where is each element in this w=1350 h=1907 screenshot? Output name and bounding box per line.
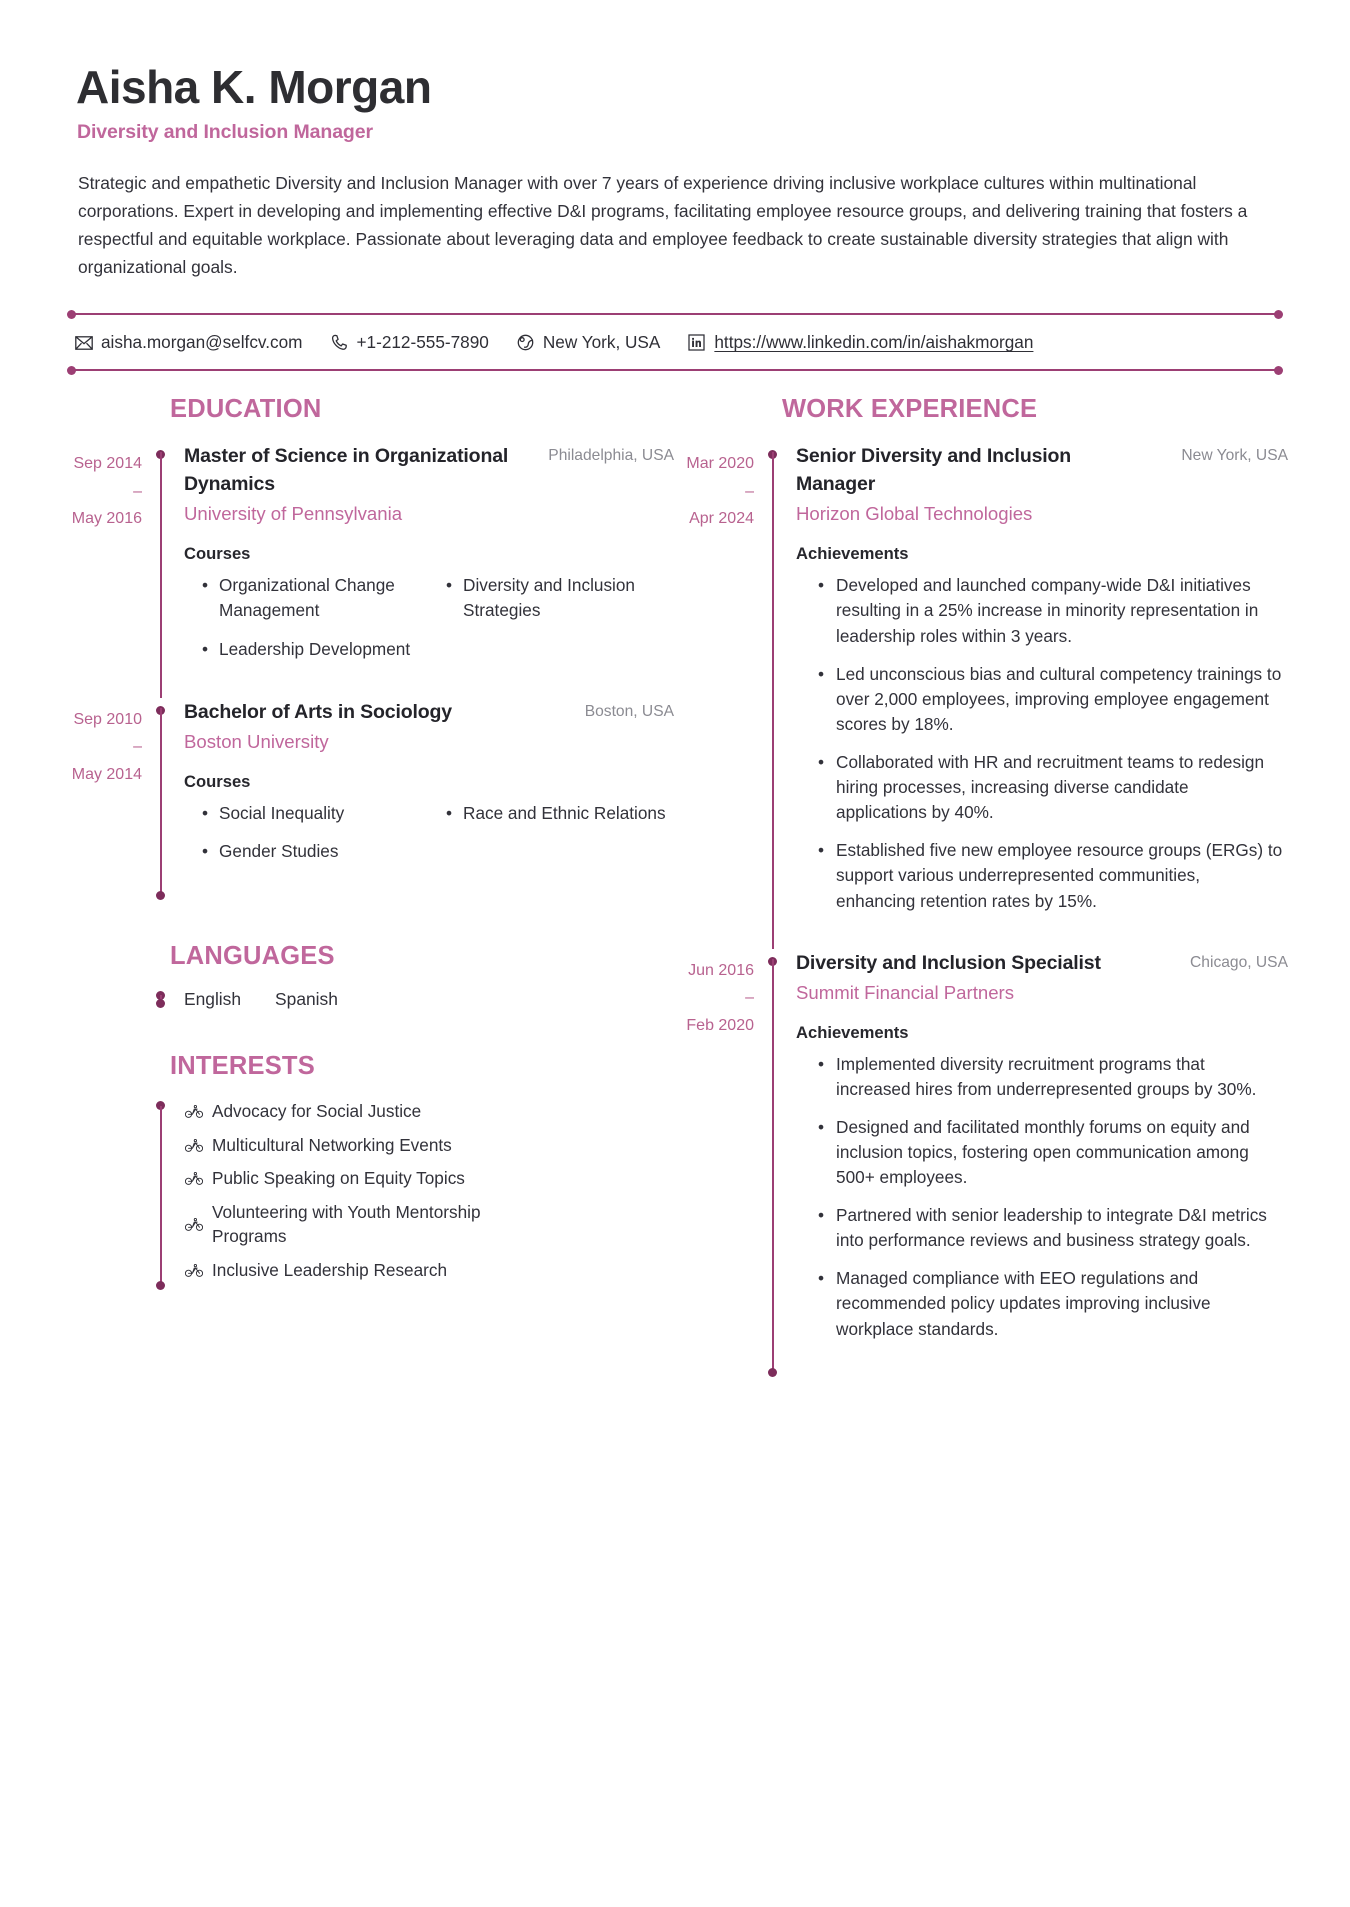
achievement-text: Designed and facilitated monthly forums on equity and inclusion topics, fostering open communication among 500+ employees. [836,1116,1250,1188]
bullet-icon: • [446,575,453,596]
bullet-icon: • [202,575,209,596]
education-body [170,442,674,697]
courses-label: Courses [184,771,251,791]
education-dates [62,442,154,697]
date-dash: – [133,738,142,756]
course-label: Diversity and Inclusion Strategies [463,575,635,621]
bullet-icon: • [202,802,209,823]
contact-bar [62,313,1288,371]
right-column [674,395,1288,1376]
phone-icon [330,333,349,352]
interest-label: Volunteering with Youth Mentorship Programs [212,1201,481,1247]
globe-icon [516,333,535,352]
spacer [62,900,674,942]
timeline-line [160,1106,162,1285]
course-item [202,573,430,623]
page-title: Aisha K. Morgan [76,61,432,113]
body-columns [62,395,1288,1376]
course-item [202,637,430,662]
professional-summary: Strategic and empathetic Diversity and Inclusion Manager with over 7 years of experience driving inclusive workplace cultures within multinational corporations. Expert in developing and implementing effective D&I programs, facilitating employee resource groups, and delivering training that fosters a respectful and equitable workplace. Passionate about leveraging data and employee feedback to create sustainable diversity strategies that align with organizational goals. [78,172,1248,278]
languages-block [62,989,674,1010]
bullet-icon: • [202,638,209,659]
interest-item [184,1200,674,1249]
education-location: Boston, USA [584,702,674,720]
timeline-line [160,452,162,697]
bullet-icon: • [202,841,209,862]
timeline-marker [154,442,170,697]
achievement-item [818,573,1288,648]
linkedin-icon [687,333,706,352]
job-role-title: Diversity and Inclusion Specialist [796,951,1101,974]
company-name: Horizon Global Technologies [796,503,1033,525]
bullet-icon: • [818,1205,825,1226]
achievements-list [796,573,1288,913]
date-dash: – [133,482,142,500]
achievement-item [818,1115,1288,1190]
achievements-list [796,1052,1288,1342]
achievements-label: Achievements [796,544,909,564]
divider-top [71,313,1279,315]
contact-location-text: New York, USA [542,332,661,353]
job-title: Diversity and Inclusion Manager [77,120,373,143]
interests-block [62,1099,674,1292]
date-start: Mar 2020 [686,455,754,473]
timeline-dot-end [156,999,165,1008]
achievement-text: Developed and launched company-wide D&I initiatives resulting in a 25% increase in minority representation in leadership roles within 3 years. [836,575,1259,646]
timeline-line [160,708,162,895]
contact-email-text: aisha.morgan@selfcv.com [101,332,303,353]
degree-title: Master of Science in Organizational Dynamics [184,445,509,496]
timeline-marker-languages [154,989,170,1010]
date-start: Sep 2014 [73,455,142,473]
interest-label: Inclusive Leadership Research [212,1260,448,1281]
section-title-education: EDUCATION [170,395,322,424]
courses-list [184,801,674,879]
work-body [782,949,1288,1377]
course-label: Gender Studies [219,841,339,862]
course-label: Leadership Development [219,638,411,659]
timeline-marker [766,949,782,1377]
work-location: Chicago, USA [1190,953,1288,971]
date-end: Apr 2024 [689,510,754,528]
date-start: Jun 2016 [688,961,754,979]
education-dates [62,698,154,901]
date-end: May 2016 [71,510,142,528]
divider-bottom [71,369,1279,371]
bullet-icon: • [818,1116,825,1137]
interest-label: Multicultural Networking Events [212,1134,452,1155]
interest-label: Public Speaking on Equity Topics [212,1168,465,1189]
school-name: University of Pennsylvania [184,503,403,525]
work-dates [674,442,766,948]
interest-item [184,1099,674,1124]
bicycle-icon [184,1215,203,1234]
spacer [62,1010,674,1052]
bullet-icon: • [818,575,825,596]
contact-email[interactable] [74,332,303,353]
timeline-line [772,452,774,948]
course-item [202,801,430,826]
achievement-item [818,750,1288,825]
education-location: Philadelphia, USA [548,447,674,465]
date-dash: – [745,482,754,500]
language-item: Spanish [275,989,338,1010]
achievement-text: Managed compliance with EEO regulations and recommended policy updates improving inclusive workplace standards. [836,1268,1211,1339]
achievement-text: Led unconscious bias and cultural competency trainings to over 2,000 employees, improving employee engagement scores by 18%. [836,663,1282,734]
interest-item [184,1258,674,1283]
course-item [202,839,430,864]
achievements-label: Achievements [796,1022,909,1042]
courses-list [184,573,674,675]
section-title-languages: LANGUAGES [170,942,335,971]
timeline-line [772,959,774,1371]
language-item: English [184,989,242,1010]
achievement-item [818,1203,1288,1253]
degree-title: Bachelor of Arts in Sociology [184,700,452,723]
bullet-icon: • [818,1053,825,1074]
date-start: Sep 2010 [73,710,142,728]
course-label: Organizational Change Management [219,575,395,621]
interest-item [184,1166,674,1191]
bicycle-icon [184,1169,203,1188]
course-label: Race and Ethnic Relations [463,802,666,823]
bullet-icon: • [818,751,825,772]
achievement-item [818,662,1288,737]
courses-label: Courses [184,544,251,564]
left-column [62,395,674,1291]
section-title-interests: INTERESTS [170,1052,315,1081]
section-title-work: WORK EXPERIENCE [782,395,1038,424]
course-item [446,573,674,623]
date-end: May 2014 [71,765,142,783]
work-entry [674,442,1288,948]
company-name: Summit Financial Partners [796,981,1015,1003]
languages-list [170,989,338,1010]
work-entry [674,949,1288,1377]
timeline-dot-end [156,891,165,900]
achievement-item [818,838,1288,913]
interests-list [170,1099,674,1292]
work-dates [674,949,766,1377]
bicycle-icon [184,1261,203,1280]
timeline-dot-end [156,1281,165,1290]
achievement-text: Collaborated with HR and recruitment teams to redesign hiring processes, increasing diverse candidate applications by 40%. [836,751,1265,823]
date-dash: – [745,989,754,1007]
timeline-marker-interests [154,1099,170,1292]
contact-linkedin-text[interactable]: https://www.linkedin.com/in/aishakmorgan [714,332,1034,353]
work-location: New York, USA [1181,447,1288,465]
work-body [782,442,1288,948]
bicycle-icon [184,1102,203,1121]
bullet-icon: • [818,663,825,684]
achievement-text: Partnered with senior leadership to integrate D&I metrics into performance reviews and business strategy goals. [836,1205,1267,1251]
bullet-icon: • [818,840,825,861]
achievement-text: Implemented diversity recruitment programs that increased hires from underrepresented groups by 30%. [836,1053,1257,1099]
achievement-item [818,1266,1288,1341]
timeline-marker [154,698,170,901]
job-role-title: Senior Diversity and Inclusion Manager [796,445,1072,496]
education-entry [62,442,674,697]
course-item [446,801,674,826]
bullet-icon: • [818,1268,825,1289]
education-entry [62,698,674,901]
school-name: Boston University [184,730,329,752]
contact-location[interactable] [516,332,661,353]
achievement-text: Established five new employee resource groups (ERGs) to support various underrepresented communities, enhancing retention rates by 15%. [836,840,1283,911]
contact-phone-text: +1-212-555-7890 [356,332,489,353]
contact-phone[interactable] [330,332,489,353]
timeline-dot-end [768,1368,777,1377]
envelope-icon [74,333,93,352]
achievement-item [818,1052,1288,1102]
course-label: Social Inequality [219,802,345,823]
interest-label: Advocacy for Social Justice [212,1101,422,1122]
date-end: Feb 2020 [686,1016,754,1034]
education-body [170,698,674,901]
interest-item [184,1133,674,1158]
bicycle-icon [184,1136,203,1155]
contact-linkedin[interactable] [687,332,1033,353]
bullet-icon: • [446,802,453,823]
header-block [62,62,1288,281]
timeline-marker [766,442,782,948]
